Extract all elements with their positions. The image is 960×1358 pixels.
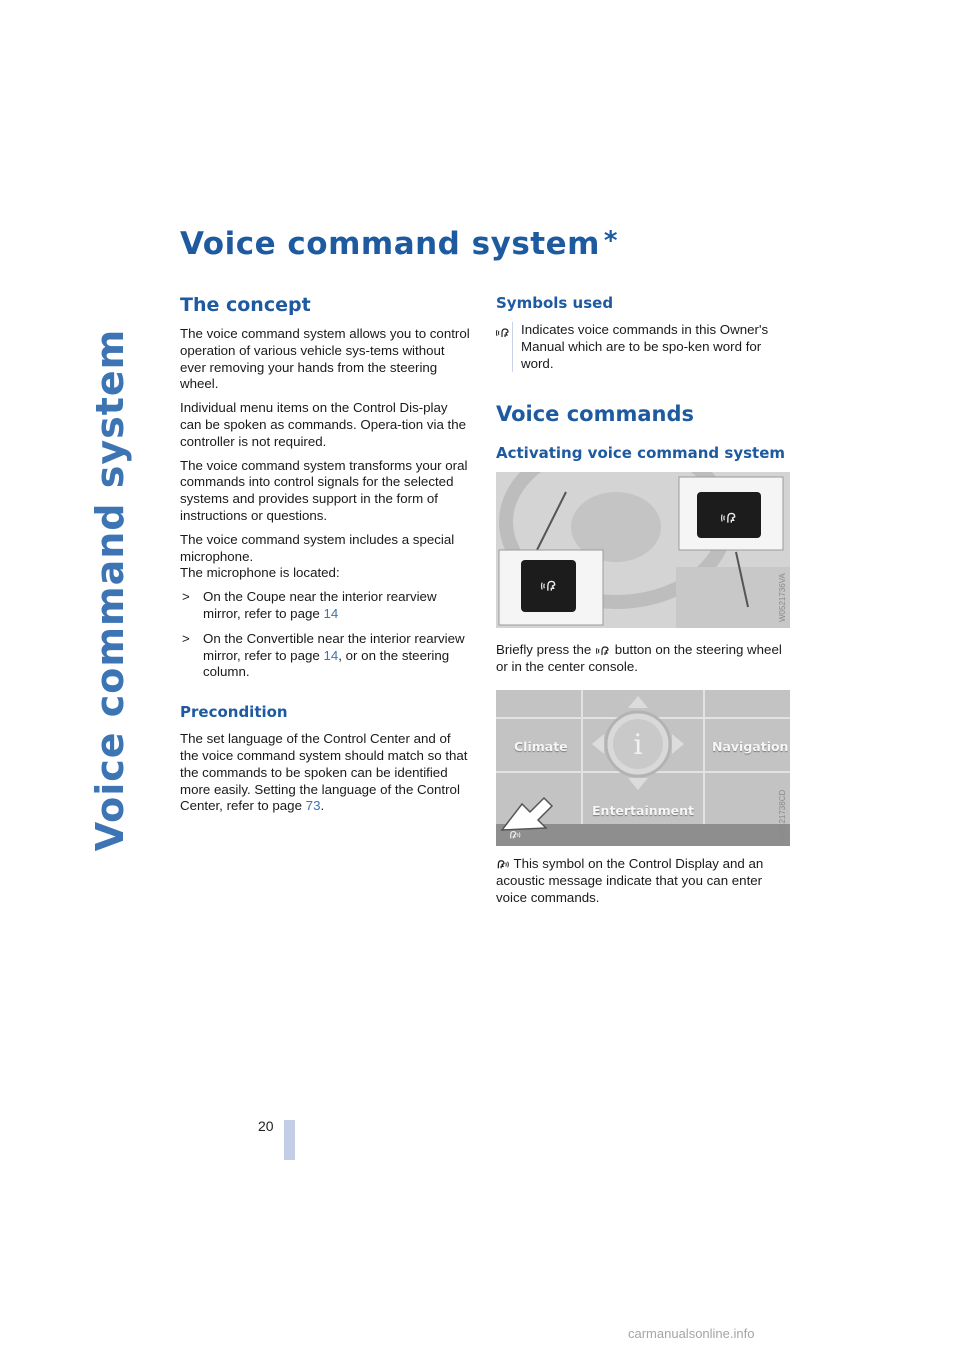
voice-commands-heading: Voice commands	[496, 402, 695, 427]
footer-watermark[interactable]: carmanualsonline.info	[628, 1326, 755, 1341]
svg-text:i: i	[633, 727, 643, 761]
voice-command-icon	[496, 322, 513, 372]
concept-paragraph-2: Individual menu items on the Control Dis-play can be spoken as commands. Opera-tion via the controller is not required.	[180, 400, 467, 449]
symbol-meaning-paragraph: This symbol on the Control Display and an acoustic message indicate that you can enter voice commands.	[496, 855, 764, 905]
image-code: W0521736VA	[778, 573, 787, 623]
right-column	[496, 294, 790, 913]
image-code: W0521738CD	[778, 789, 787, 840]
concept-paragraph-4: The voice command system includes a special microphone. The microphone is located:	[180, 531, 455, 581]
symbols-heading: Symbols used	[496, 294, 614, 312]
precondition-heading: Precondition	[180, 703, 288, 722]
page-title: Voice command system *	[180, 226, 619, 262]
microphone-location-list	[180, 589, 470, 681]
menu-item-navigation[interactable]: Navigation	[712, 738, 789, 754]
page-link-14[interactable]: 14	[323, 647, 339, 663]
steering-wheel-photo	[496, 472, 790, 628]
symbol-legend	[496, 322, 790, 372]
page-link-14[interactable]: 14	[323, 605, 339, 621]
optional-equipment-star: *	[603, 226, 619, 256]
list-item: > On the Coupe near the interior rearview mirror, refer to page 14	[182, 589, 437, 621]
page-number: 20	[258, 1118, 274, 1134]
concept-paragraph-1: The voice command system allows you to control operation of various vehicle sys-tems without ever removing your hands from the steering wheel.	[180, 326, 470, 392]
menu-item-entertainment[interactable]: Entertainment	[592, 802, 695, 818]
menu-item-climate[interactable]: Climate	[514, 738, 568, 754]
activating-heading: Activating voice command system	[496, 444, 785, 463]
voice-active-symbol-icon	[496, 858, 510, 871]
control-display-screen	[496, 690, 790, 846]
voice-button-icon	[538, 578, 560, 594]
voice-active-symbol-icon	[508, 829, 522, 841]
page-link-73[interactable]: 73	[305, 798, 321, 814]
press-button-paragraph: Briefly press the button on the steering wheel or in the center console.	[496, 642, 782, 675]
concept-heading: The concept	[180, 294, 311, 316]
voice-button-icon	[718, 510, 740, 526]
left-column	[180, 294, 470, 822]
precondition-paragraph: The set language of the Control Center and of the voice command system should match so that the commands to be spoken can be identified more easily. Setting the language of the Control Center, refer to page 73.	[180, 731, 468, 814]
list-item: > On the Convertible near the interior rearview mirror, refer to page 14, or on the steering column.	[182, 630, 465, 680]
concept-paragraph-3: The voice command system transforms your oral commands into control signals for the selected systems and provides support in the form of instructions or questions.	[180, 457, 468, 523]
voice-command-icon	[595, 644, 611, 658]
page-marker-bar	[284, 1120, 295, 1160]
symbol-description: Indicates voice commands in this Owner's Manual which are to be spo-ken word for word.	[521, 322, 769, 371]
